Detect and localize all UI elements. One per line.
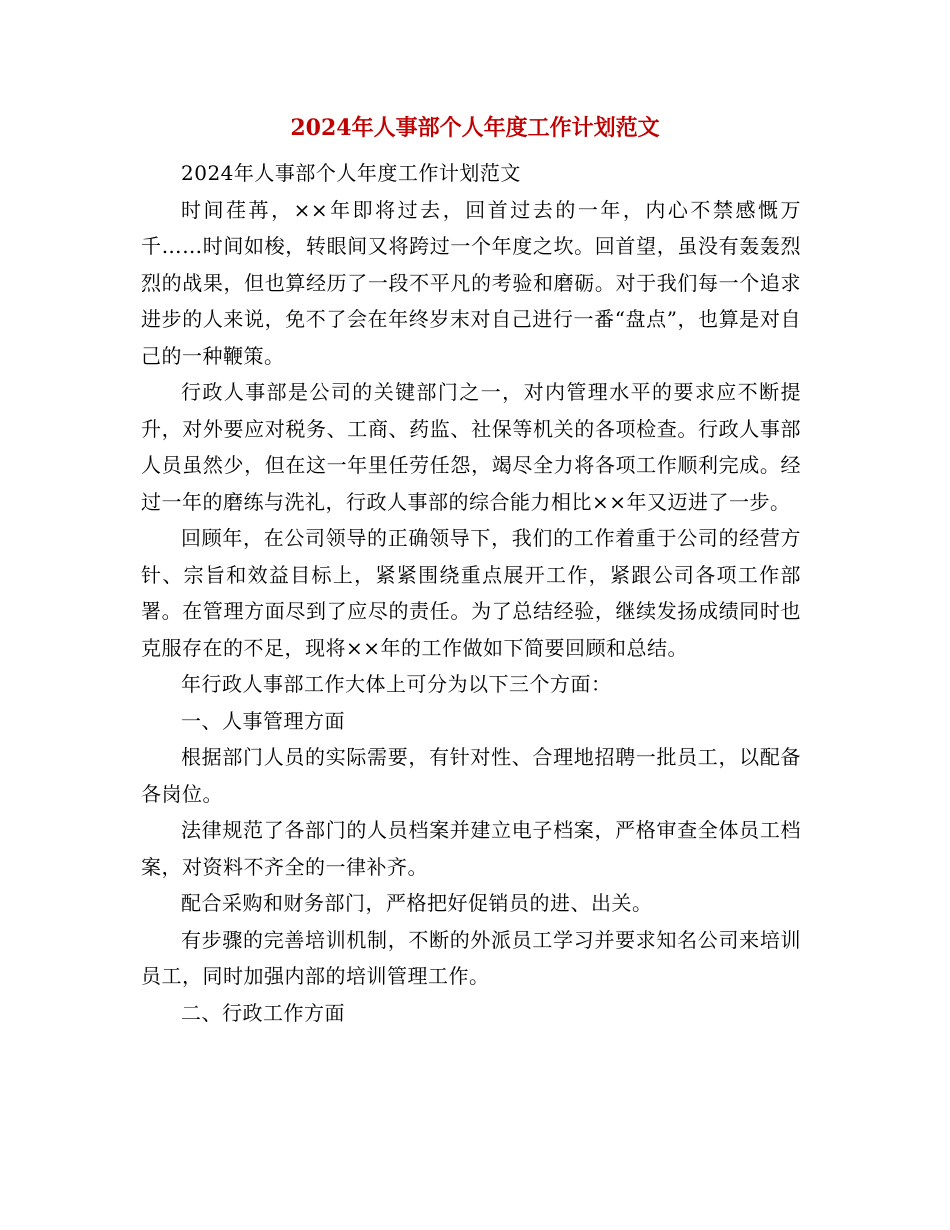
document-title: 2024年人事部个人年度工作计划范文 xyxy=(290,115,660,141)
section-heading-personnel: 一、人事管理方面 xyxy=(181,708,345,733)
paragraph-archives: 法律规范了各部门的人员档案并建立电子档案，严格审查全体员工档案，对资料不齐全的一律补齐。 xyxy=(141,818,801,879)
paragraph-review: 回顾年，在公司领导的正确领导下，我们的工作着重于公司的经营方针、宗旨和效益目标上，紧紧围绕重点展开工作，紧跟公司各项工作部署。在管理方面尽到了应尽的责任。为了总结经验，继续发扬成绩同时也克服存在的不足，现将××年的工作做如下简要回顾和总结。 xyxy=(141,526,801,660)
paragraph-department: 行政人事部是公司的关键部门之一，对内管理水平的要求应不断提升，对外要应对税务、工商、药监、社保等机关的各项检查。行政人事部人员虽然少，但在这一年里任劳任怨，竭尽全力将各项工作顺利完成。经过一年的磨练与洗礼，行政人事部的综合能力相比××年又迈进了一步。 xyxy=(141,380,801,514)
paragraph-subtitle: 2024年人事部个人年度工作计划范文 xyxy=(181,161,521,185)
paragraph-overview: 年行政人事部工作大体上可分为以下三个方面： xyxy=(181,672,612,696)
paragraph-promoters: 配合采购和财务部门，严格把好促销员的进、出关。 xyxy=(181,891,653,915)
document-body xyxy=(141,155,801,1031)
paragraph-intro: 时间荏苒，××年即将过去，回首过去的一年，内心不禁感慨万千……时间如梭，转眼间又将跨过一个年度之坎。回首望，虽没有轰轰烈烈的战果，但也算经历了一段不平凡的考验和磨砺。对于我们每一个追求进步的人来说，免不了会在年终岁末对自己进行一番“盘点”，也算是对自己的一种鞭策。 xyxy=(141,197,801,368)
paragraph-recruit: 根据部门人员的实际需要，有针对性、合理地招聘一批员工，以配备各岗位。 xyxy=(141,745,801,806)
section-heading-admin: 二、行政工作方面 xyxy=(181,1000,345,1025)
paragraph-training: 有步骤的完善培训机制，不断的外派员工学习并要求知名公司来培训员工，同时加强内部的培训管理工作。 xyxy=(141,927,801,988)
